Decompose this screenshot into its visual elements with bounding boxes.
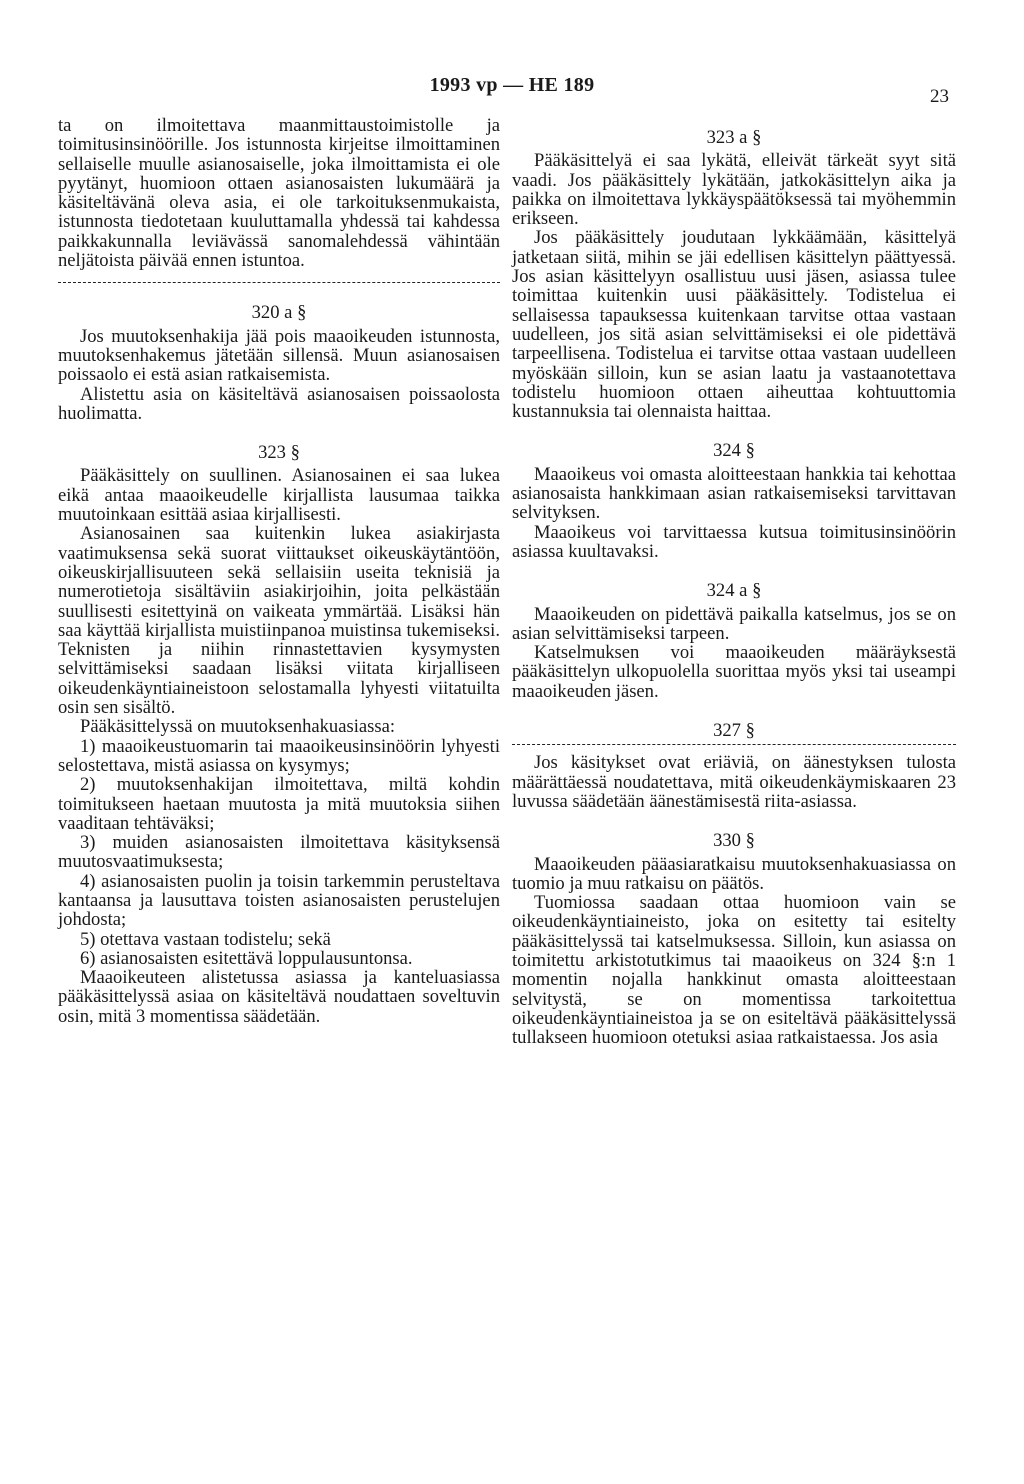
paragraph: Jos pääkäsittely joudutaan lykkäämään, käsittelyä jatketaan siitä, mihin se jäi edellisen käsittelyn päättyessä. Jos asian käsittelyyn osallistuu uusi jäsen, asiassa tulee toimittaa kuitenkin uusi pääkäsittely. Todistelua ei sellaisessa tapauksessa kuitenkaan tarvitse ottaa vastaan uudelleen, jos sitä asian selvittämiseksi ei ole pidettävä tarpeellisena. Todistelua ei tarvitse ottaa vastaan uudelleen myöskään silloin, kun se asian laatu ja vastaanotettava todistelu huomioon ottaen aiheuttaa kohtuuttomia kustannuksia tai olennaista haittaa. bbox=[512, 227, 956, 423]
list-item: 1) maaoikeustuomarin tai maaoikeusinsinöörin lyhyesti selostettava, mistä asiassa on kysymys; bbox=[58, 735, 500, 776]
omission-dashed-rule bbox=[512, 744, 956, 745]
paragraph: Tuomiossa saadaan ottaa huomioon vain se oikeudenkäyntiaineisto, joka on esitetty tai esitelty pääkäsittelyssä tai katselmuksessa. Silloin, kun asiassa on toimitettu arkistotutkimus tai maaoikeus on 324 §:n 1 momentin nojalla hankkinut omasta aloitteestaan selvitystä, se on momentissa tarkoitettua oikeudenkäyntiaineistoa ja se on esiteltävä pääkäsittelyssä tullakseen huomioon otetuksi asiaa ratkaistaessa. Jos asia bbox=[512, 892, 956, 1049]
paragraph: Katselmuksen voi maaoikeuden määräyksestä pääkäsittelyn ulkopuolella suorittaa myös yksi tai useampi maaoikeuden jäsen. bbox=[512, 642, 956, 702]
section-heading-324: 324 § bbox=[713, 440, 755, 462]
paragraph: Alistettu asia on käsiteltävä asianosaisen poissaolosta huolimatta. bbox=[58, 383, 500, 424]
list-item: 5) otettava vastaan todistelu; sekä bbox=[80, 928, 331, 950]
left-column bbox=[58, 116, 500, 1026]
paragraph: Pääkäsittelyssä on muutoksenhakuasiassa: bbox=[80, 716, 396, 738]
paragraph: Pääkäsittely on suullinen. Asianosainen ei saa lukea eikä antaa maaoikeudelle kirjallista lausumaa taikka muutoinkaan esittää asiaa kirjallisesti. bbox=[58, 465, 500, 526]
section-heading-320a: 320 a § bbox=[251, 302, 307, 324]
right-column bbox=[512, 116, 956, 1047]
list-item: 4) asianosaisten puolin ja toisin tarkemmin perusteltava kantaansa ja lausuttava toisten asianosaisten perustelujen johdosta; bbox=[58, 870, 500, 931]
list-item: 3) muiden asianosaisten ilmoitettava käsityksensä muutosvaatimuksesta; bbox=[58, 832, 500, 873]
section-heading-323: 323 § bbox=[258, 442, 300, 464]
paragraph: Maaoikeuteen alistetussa asiassa ja kanteluasiassa pääkäsittelyssä asiaa on käsiteltävä noudattaen soveltuvin osin, mitä 3 momentissa säädetään. bbox=[58, 967, 500, 1027]
section-heading-330: 330 § bbox=[713, 830, 755, 852]
paragraph: Maaoikeuden on pidettävä paikalla katselmus, jos se on asian selvittämiseksi tarpeen. bbox=[512, 603, 956, 644]
section-heading-327: 327 § bbox=[713, 720, 755, 742]
list-item: 6) asianosaisten esitettävä loppulausuntonsa. bbox=[80, 947, 413, 969]
page-header bbox=[0, 74, 1024, 107]
list-item: 2) muutoksenhakijan ilmoitettava, miltä kohdin toimitukseen haetaan muutosta ja mitä muutoksia siihen vaaditaan tehtäväksi; bbox=[58, 774, 500, 834]
running-head: 1993 vp — HE 189 bbox=[429, 74, 595, 96]
paragraph: Pääkäsittelyä ei saa lykätä, elleivät tärkeät syyt sitä vaadi. Jos pääkäsittely lykätään, jatkokäsittelyn aika ja paikka on ilmoitettava lykkäyspäätöksessä tai myöhemmin erikseen. bbox=[512, 150, 956, 230]
paragraph: Jos muutoksenhakija jää pois maaoikeuden istunnosta, muutoksenhakemus jätetään sillensä. Muun asianosaisen poissaolo ei estä asian ratkaisemista. bbox=[58, 325, 500, 386]
paragraph: Asianosainen saa kuitenkin lukea asiakirjasta vaatimuksensa sekä suorat viittaukset oikeuskäytäntöön, oikeuskirjallisuuteen sekä sellaisiin useita teknisiä ja numerotietoja sisältäviin asiakirjoihin, joita pelkästään suullisesti esitettyinä on vaikeata ymmärtää. Lisäksi hän saa käyttää kirjallista muistiinpanoa muistinsa tukemiseksi. Teknisten ja niihin rinnastettavien kysymysten selvittämiseksi saadaan lisäksi viitata kirjalliseen oikeudenkäyntiaineistoon selostamalla lyhyesti viitatuilta osin sen sisältö. bbox=[58, 523, 500, 719]
paragraph: Maaoikeus voi omasta aloitteestaan hankkia tai kehottaa asianosaista hankkimaan asian ratkaisemiseksi tarvittavan selvityksen. bbox=[512, 463, 956, 524]
omission-dashed-rule bbox=[58, 282, 500, 283]
section-heading-323a: 323 a § bbox=[706, 127, 762, 148]
page-number: 23 bbox=[930, 86, 949, 107]
paragraph: Jos käsitykset ovat eriäviä, on äänestyksen tulosta määrättäessä noudatettava, mitä oikeudenkäymiskaaren 23 luvussa säädetään äänestämisestä riita-asiassa. bbox=[512, 752, 956, 812]
continued-paragraph: ta on ilmoitettava maanmittaustoimistolle ja toimitusinsinöörille. Jos istunnosta kirjeitse ilmoittaminen sellaiselle muulle asianosaiselle, joka ilmoittamista ei ole pyytänyt, huomioon ottaen asianosaisten lukumäärä ja käsiteltävänä oleva asia, ei ole tarkoituksenmukaista, istunnosta tiedotetaan kuuluttamalla yhdessä tai kahdessa paikkakunnalla leviävässä sanomalehdessä vähintään neljätoista päivää ennen istuntoa. bbox=[58, 115, 500, 272]
paragraph: Maaoikeuden pääasiaratkaisu muutoksenhakuasiassa on tuomio ja muu ratkaisu on päätös. bbox=[512, 853, 956, 894]
section-heading-324a: 324 a § bbox=[706, 580, 762, 602]
paragraph: Maaoikeus voi tarvittaessa kutsua toimitusinsinöörin asiassa kuultavaksi. bbox=[512, 521, 956, 562]
